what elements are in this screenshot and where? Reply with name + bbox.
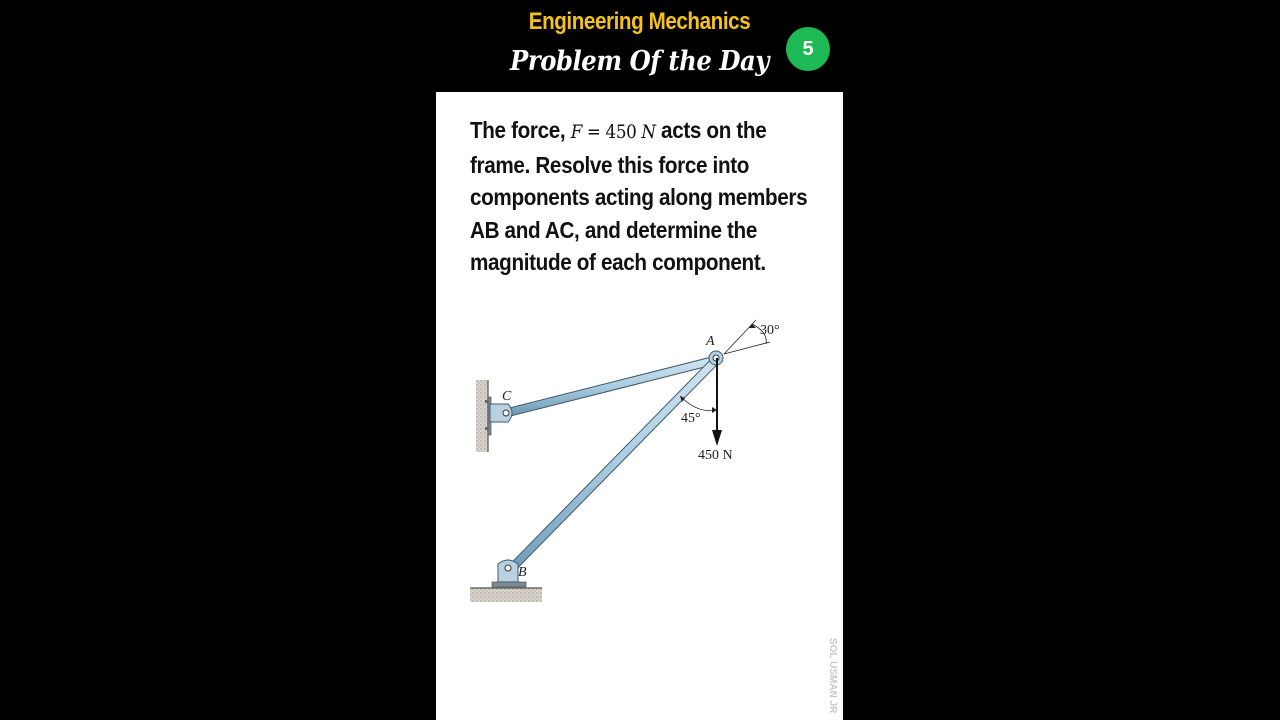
force-label: 450 N — [698, 448, 733, 463]
force-value: = 450 — [581, 121, 642, 143]
page-subtitle: Problem Of the Day — [510, 46, 769, 77]
problem-line-3: components acting along members — [470, 184, 808, 210]
ground-support — [470, 582, 542, 602]
pin-c — [490, 404, 512, 422]
angle-30-label: 30° — [760, 323, 780, 338]
pin-b — [498, 560, 518, 582]
frame-diagram — [436, 92, 843, 720]
label-c: C — [502, 389, 512, 404]
force-variable: F — [570, 121, 582, 143]
problem-text: The force, — [470, 117, 571, 143]
problem-line-2: frame. Resolve this force into — [470, 151, 750, 178]
label-b: B — [518, 565, 527, 580]
force-unit: N — [641, 121, 656, 143]
problem-card — [436, 92, 843, 720]
problem-text: acts on the — [655, 117, 767, 143]
problem-line-5: magnitude of each component. — [470, 249, 766, 275]
problem-number-badge: 5 — [786, 27, 830, 71]
watermark: SOL USMAN JR — [827, 638, 838, 714]
wall-support — [476, 380, 491, 452]
force-arrow — [712, 358, 722, 446]
page-title: Engineering Mechanics — [528, 8, 751, 35]
problem-line-4: AB and AC, and determine the — [470, 216, 757, 243]
angle-45-label: 45° — [681, 411, 701, 426]
label-a: A — [706, 334, 715, 349]
